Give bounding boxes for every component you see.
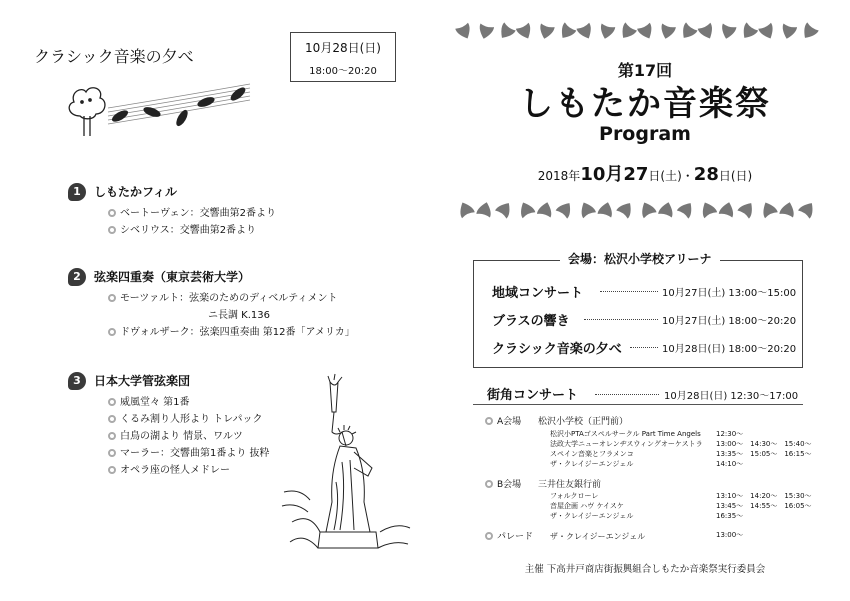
list-item: マーラー：交響曲第1番より 抜粋 <box>108 445 270 462</box>
ginkgo-leaf-icon <box>537 200 554 217</box>
ginkgo-leaf-icon <box>638 200 657 219</box>
ginkgo-leaf-icon <box>637 23 656 42</box>
ginkgo-leaf-icon <box>659 23 676 40</box>
concert-name: クラシック音楽の夕べ <box>492 342 622 357</box>
venue-b-label: B会場 <box>485 477 521 490</box>
section-title: 弦楽四重奏（東京芸術大学） <box>94 270 251 284</box>
section-2 <box>68 266 355 341</box>
ginkgo-leaf-icon <box>516 23 535 42</box>
ginkgo-leaf-icon <box>455 23 474 42</box>
program-subtitle: Program <box>599 123 691 145</box>
ginkgo-leaf-icon <box>537 23 554 40</box>
circle-bullet-icon <box>108 294 116 302</box>
section-number: 2 <box>68 268 86 286</box>
performer-times: 13:00〜 14:30〜 15:40〜 <box>716 440 812 448</box>
section-3 <box>68 370 270 479</box>
circle-bullet-icon <box>108 449 116 457</box>
circle-bullet-icon <box>108 432 116 440</box>
festival-date: 2018年10月27日(土)・28日(日) <box>537 164 753 185</box>
ginkgo-leaf-icon <box>719 200 736 217</box>
list-item: 威風堂々 第1番 <box>108 394 270 411</box>
leaf-border-bottom <box>455 197 820 219</box>
street-concert-time: 10月28日(日) 12:30〜17:00 <box>664 391 799 402</box>
ginkgo-leaf-icon <box>456 200 475 219</box>
organizer-footer: 主催 下高井戸商店街振興組合しもたか音楽祭実行委員会 <box>524 564 766 575</box>
concert-name: 地域コンサート <box>492 286 584 301</box>
ginkgo-leaf-icon <box>616 199 636 219</box>
parade-time: 13:00〜 <box>716 531 744 539</box>
leader-dots <box>630 347 658 348</box>
ginkgo-leaf-icon <box>719 23 736 40</box>
ginkgo-leaf-icon <box>658 200 675 217</box>
section-number: 1 <box>68 183 86 201</box>
section-1 <box>68 181 276 239</box>
ginkgo-leaf-icon <box>557 22 577 42</box>
list-item: くるみ割り人形より トレパック <box>108 411 270 428</box>
date-box-time: 18:00〜20:20 <box>309 66 377 77</box>
divider <box>473 404 803 405</box>
list-item-continuation: ニ長調 K.136 <box>208 309 271 321</box>
venue-label: 会場：松沢小学校アリーナ <box>560 250 720 267</box>
left-title: クラシック音楽の夕べ <box>34 47 194 66</box>
tree-icon <box>69 88 105 136</box>
leaf-notes <box>110 85 247 128</box>
venue-a-label: A会場 <box>485 414 521 427</box>
music-staff-illustration <box>60 78 260 148</box>
section-number: 3 <box>68 372 86 390</box>
leaf-border-top <box>455 22 820 44</box>
ginkgo-leaf-icon <box>477 23 494 40</box>
performer: スペイン音楽とフラメンコ <box>550 450 634 458</box>
ginkgo-leaf-icon <box>779 200 796 217</box>
circle-bullet-icon <box>108 415 116 423</box>
venue-b-place: 三井住友銀行前 <box>538 480 602 490</box>
leader-dots <box>595 394 659 395</box>
performer: 松沢小PTAゴスペルサークル Part Time Angels <box>550 430 701 438</box>
performer: フォルクローレ <box>550 492 599 500</box>
circle-bullet-icon <box>108 226 116 234</box>
festival-title: しもたか音楽祭 <box>519 84 771 124</box>
circle-bullet-icon <box>108 466 116 474</box>
concert-time: 10月28日(日) 18:00〜20:20 <box>662 344 797 355</box>
ginkgo-leaf-icon <box>698 23 717 42</box>
list-item: モーツァルト：弦楽のためのディベルティメント <box>108 290 355 307</box>
list-item: ドヴォルザーク：弦楽四重奏曲 第12番「アメリカ」 <box>108 324 355 341</box>
performer-times: 13:45〜 14:55〜 16:05〜 <box>716 502 812 510</box>
concert-time: 10月27日(土) 18:00〜20:20 <box>662 316 797 327</box>
ginkgo-leaf-icon <box>678 22 698 42</box>
ginkgo-leaf-icon <box>759 200 778 219</box>
performer: ザ・クレイジーエンジェル <box>550 512 634 520</box>
ginkgo-leaf-icon <box>476 200 493 217</box>
parade-performer: ザ・クレイジーエンジェル <box>550 532 646 541</box>
ginkgo-leaf-icon <box>496 22 516 42</box>
list-item: ベートーヴェン：交響曲第2番より <box>108 205 276 222</box>
list-item: シベリウス：交響曲第2番より <box>108 222 276 239</box>
ginkgo-leaf-icon <box>799 22 819 42</box>
performer: 音屋企画 ハヴ ケイスケ <box>550 502 624 510</box>
ginkgo-leaf-icon <box>698 200 717 219</box>
date-box <box>290 32 396 82</box>
statue-of-liberty-illustration <box>280 372 420 562</box>
festival-edition: 第17回 <box>617 61 673 80</box>
circle-bullet-icon <box>108 328 116 336</box>
circle-bullet-icon <box>485 480 493 488</box>
date-box-date: 10月28日(日) <box>305 41 381 55</box>
circle-bullet-icon <box>485 417 493 425</box>
ginkgo-leaf-icon <box>495 199 515 219</box>
concert-time: 10月27日(土) 13:00〜15:00 <box>662 288 797 299</box>
ginkgo-leaf-icon <box>758 23 777 42</box>
performer-times: 12:30〜 <box>716 430 744 438</box>
street-concert-title: 街角コンサート <box>487 388 579 403</box>
circle-bullet-icon <box>108 209 116 217</box>
leader-dots <box>584 319 658 320</box>
section-title: 日本大学管弦楽団 <box>94 374 191 388</box>
performer-times: 13:35〜 15:05〜 16:15〜 <box>716 450 812 458</box>
circle-bullet-icon <box>485 532 493 540</box>
venue-a-place: 松沢小学校（正門前） <box>538 417 629 427</box>
list-item: 白鳥の湖より 情景、ワルツ <box>108 428 270 445</box>
ginkgo-leaf-icon <box>798 199 818 219</box>
performer: ザ・クレイジーエンジェル <box>550 460 634 468</box>
section-title: しもたかフィル <box>94 185 178 199</box>
leader-dots <box>600 291 658 292</box>
performer-times: 13:10〜 14:20〜 15:30〜 <box>716 492 812 500</box>
ginkgo-leaf-icon <box>780 23 797 40</box>
ginkgo-leaf-icon <box>577 200 596 219</box>
performer: 法政大学ニューオレンヂスウィングオーケストラ <box>550 440 703 448</box>
parade-label: パレード <box>485 529 533 542</box>
concert-name: ブラスの響き <box>492 314 570 329</box>
ginkgo-leaf-icon <box>576 23 595 42</box>
ginkgo-leaf-icon <box>556 199 576 219</box>
performer-times: 14:10〜 <box>716 460 744 468</box>
ginkgo-leaf-icon <box>597 200 614 217</box>
ginkgo-leaf-icon <box>617 22 637 42</box>
ginkgo-leaf-icon <box>737 199 757 219</box>
list-item: オペラ座の怪人メドレー <box>108 462 270 479</box>
ginkgo-leaf-icon <box>677 199 697 219</box>
ginkgo-leaf-icon <box>517 200 536 219</box>
circle-bullet-icon <box>108 398 116 406</box>
performer-times: 16:35〜 <box>716 512 744 520</box>
ginkgo-leaf-icon <box>598 23 615 40</box>
ginkgo-leaf-icon <box>739 22 759 42</box>
